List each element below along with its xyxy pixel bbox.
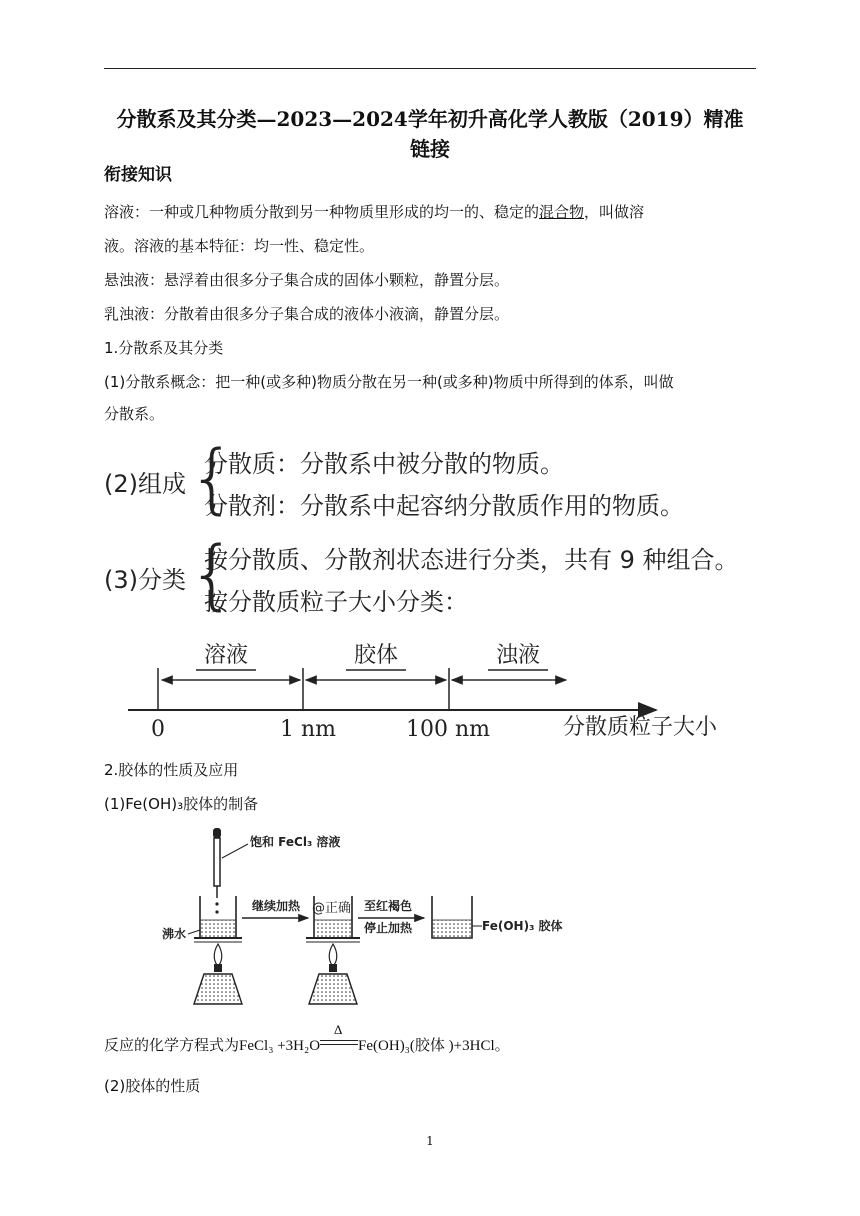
paragraph-solution-line-2: 液。溶液的基本特征：均一性、稳定性。 bbox=[104, 237, 375, 255]
tick-label-100nm: 100 nm bbox=[405, 717, 491, 742]
label-leader-line bbox=[188, 930, 200, 934]
classification-block bbox=[104, 529, 804, 618]
heading-dispersion-system: 1.分散系及其分类 bbox=[104, 339, 224, 357]
composition-label: (2)组成 bbox=[104, 470, 186, 498]
solution-text-b: ，叫做溶 bbox=[584, 203, 645, 221]
dropper-label: 饱和 FeCl₃ 溶液 bbox=[250, 835, 341, 849]
page-title bbox=[104, 104, 756, 164]
segment-label-colloid: 胶体 bbox=[353, 643, 399, 668]
axis-title: 分散质粒子大小 bbox=[562, 715, 718, 740]
brace-icon: { bbox=[188, 529, 237, 618]
reaction-equation bbox=[104, 1022, 510, 1055]
water-label: 沸水 bbox=[162, 927, 187, 941]
composition-line-2: 分散剂：分散系中起容纳分散质作用的物质。 bbox=[204, 492, 684, 520]
label-leader-line bbox=[222, 844, 248, 858]
composition-line-1: 分散质：分散系中被分散的物质。 bbox=[204, 450, 564, 478]
title-line-2: 链接 bbox=[410, 137, 450, 161]
heading-properties: (2)胶体的性质 bbox=[104, 1077, 201, 1095]
beaker-icon bbox=[432, 896, 472, 938]
arrow2-label-top: 至红褐色 bbox=[364, 899, 413, 913]
arrow1-label: 继续加热 bbox=[252, 899, 301, 913]
product-label: Fe(OH)₃ 胶体 bbox=[482, 919, 563, 933]
heading-colloid-properties: 2.胶体的性质及应用 bbox=[104, 761, 239, 779]
tick-label-1nm: 1 nm bbox=[279, 717, 337, 742]
paragraph-emulsion: 乳浊液：分散着由很多分子集合成的液体小液滴，静置分层。 bbox=[104, 305, 510, 323]
paragraph-concept-line-1: (1)分散系概念：把一种(或多种)物质分散在另一种(或多种)物质中所得到的体系，叫做 bbox=[104, 373, 674, 391]
segment-label-solution: 溶液 bbox=[203, 643, 249, 668]
equation-suffix: 。 bbox=[494, 1036, 510, 1054]
alcohol-lamp-icon bbox=[194, 944, 242, 1004]
underlined-term: 混合物 bbox=[539, 203, 585, 221]
watermark-text: @正确 bbox=[312, 901, 352, 916]
dropper-icon bbox=[213, 828, 221, 914]
heating-condition bbox=[320, 1022, 358, 1050]
solution-text-a: 溶液：一种或几种物质分散到另一种物质里形成的均一的、稳定的 bbox=[104, 203, 540, 221]
brace-icon: { bbox=[188, 433, 237, 522]
header-rule bbox=[104, 68, 756, 69]
composition-block bbox=[104, 433, 764, 522]
equation-products: Fe(OH)₃(胶体 )+3HCl bbox=[358, 1038, 495, 1054]
page-number: 1 bbox=[426, 1134, 434, 1148]
paragraph-suspension: 悬浊液：悬浮着由很多分子集合成的固体小颗粒，静置分层。 bbox=[104, 271, 510, 289]
classification-label: (3)分类 bbox=[104, 566, 186, 594]
alcohol-lamp-icon bbox=[309, 944, 357, 1004]
equation-reactants: FeCl₃ +3H₂O bbox=[239, 1038, 321, 1054]
classification-line-1: 按分散质、分散剂状态进行分类，共有 9 种组合。 bbox=[204, 546, 739, 574]
paragraph-concept-line-2: 分散系。 bbox=[104, 405, 165, 423]
arrow2-label-bottom: 停止加热 bbox=[364, 921, 413, 935]
particle-size-axis bbox=[110, 632, 750, 744]
title-line-1: 分散系及其分类—2023—2024学年初升高化学人教版（2019）精准 bbox=[116, 107, 744, 131]
segment-label-turbid: 浊液 bbox=[495, 643, 541, 668]
equation-prefix: 反应的化学方程式为 bbox=[104, 1036, 240, 1054]
classification-line-2: 按分散质粒子大小分类： bbox=[204, 588, 468, 616]
delta-symbol: Δ bbox=[334, 1022, 343, 1037]
paragraph-solution-line-1 bbox=[104, 202, 644, 222]
tick-label-0: 0 bbox=[151, 717, 165, 742]
heading-preparation: (1)Fe(OH)₃胶体的制备 bbox=[104, 795, 259, 813]
section-heading: 衔接知识 bbox=[104, 165, 172, 185]
preparation-figure bbox=[156, 826, 576, 1010]
